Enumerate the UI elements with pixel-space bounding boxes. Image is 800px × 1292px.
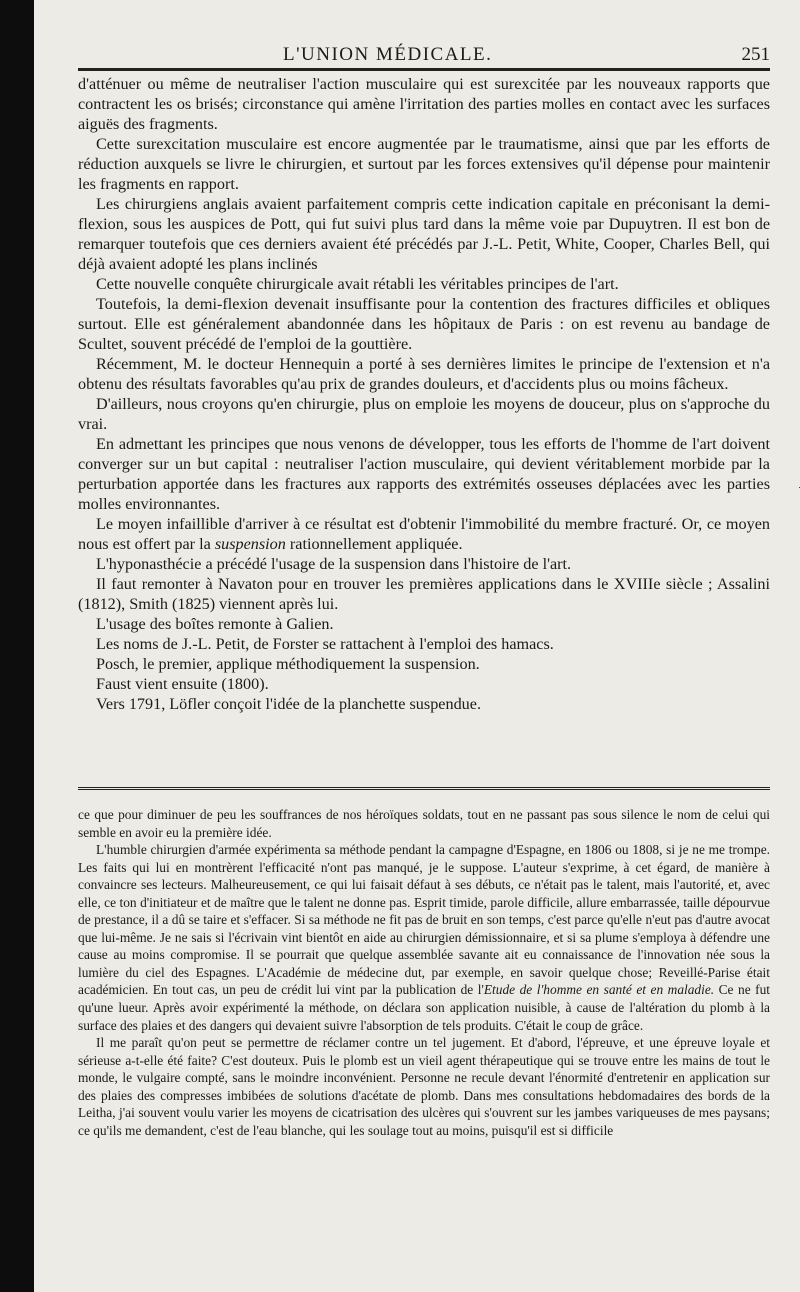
- paragraph: Cette nouvelle conquête chirurgicale avait rétabli les véritables principes de l'art.: [96, 275, 619, 293]
- italic-book-title: Etude de l'homme en santé et en maladie.: [483, 982, 715, 998]
- paragraph: L'hyponasthécie a précédé l'usage de la suspension dans l'histoire de l'art.: [96, 555, 572, 573]
- paragraph: Les chirurgiens anglais avaient parfaitement compris cette indication capitale en préconisant la demi-flexion, sous les auspices de Pott, qui fut suivi plus tard dans la même voie par Dupuytren. Il est bon de remarquer toutefois que ces derniers avaient été précédés par J.-L. Petit, White, Cooper, Charles Bell, qui déjà avaient adopté les plans inclinés: [78, 195, 770, 273]
- page-number: 251: [741, 44, 770, 65]
- paragraph: d'atténuer ou même de neutraliser l'action musculaire qui est surexcitée par les nouveaux rapports que contractent les os brisés; circonstance qui amène l'irritation des parties molles en contact avec les surfaces aiguës des fragments.: [78, 75, 770, 133]
- book-page: [34, 0, 800, 1292]
- paragraph: D'ailleurs, nous croyons qu'en chirurgie, plus on emploie les moyens de douceur, plus on s'approche du vrai.: [78, 395, 770, 433]
- paragraph: Il faut remonter à Navaton pour en trouver les premières applications dans le XVIIIe siècle ; Assalini (1812), Smith (1825) viennent après lui.: [78, 575, 770, 613]
- main-text: [78, 74, 770, 714]
- paragraph: Cette surexcitation musculaire est encore augmentée par le traumatisme, ainsi que par les efforts de réduction auxquels se livre le chirurgien, et surtout par les forces extensives qu'il dépense pour maintenir les fragments en rapport.: [78, 135, 770, 193]
- paragraph: Récemment, M. le docteur Hennequin a porté à ses dernières limites le principe de l'extension et n'a obtenu des résultats favorables qu'au prix de grandes douleurs, et d'accidents plus ou moins fâcheux.: [78, 355, 770, 393]
- paragraph: Les noms de J.-L. Petit, de Forster se rattachent à l'emploi des hamacs.: [96, 635, 554, 653]
- footnote-paragraph: Il me paraît qu'on peut se permettre de réclamer contre un tel jugement. Et d'abord, l'épreuve, et une épreuve loyale et sérieuse a-t-elle été faite? C'est douteux. Puis le plomb est un vieil agent thérapeutique qui se trouve entre les mains de tout le monde, le vulgaire compté, sans le moindre inconvénient. Personne ne recule devant l'énormité d'entretenir en application sur des plaies des compresses imbibées de solutions d'acétate de plomb. Dans mes consultations hebdomadaires des bords de la Leitha, j'ai souvent voulu varier les moyens de cicatrisation des ulcères qui s'ouvrent sur les jambes variqueuses de mes paysans; ce qu'ils me demandent, c'est de l'eau blanche, qui les soulage tout au moins, puisqu'il est si difficile: [78, 1035, 770, 1138]
- journal-title: L'UNION MÉDICALE.: [283, 44, 493, 65]
- paragraph: Vers 1791, Löfler conçoit l'idée de la planchette suspendue.: [96, 695, 481, 713]
- paragraph: Posch, le premier, applique méthodiquement la suspension.: [96, 655, 480, 673]
- footnotes: [78, 806, 770, 1139]
- header-rule: [78, 68, 770, 71]
- paragraph: Faust vient ensuite (1800).: [96, 675, 269, 693]
- paragraph-text: rationnellement appliquée.: [285, 535, 463, 553]
- footnote-paragraph: ce que pour diminuer de peu les souffrances de nos héroïques soldats, tout en ne passant pas sous silence le nom de celui qui semble en avoir eu la première idée.: [78, 807, 770, 840]
- italic-term: suspension: [214, 535, 286, 553]
- scan-background: [0, 0, 34, 1292]
- footnote-paragraph: [78, 841, 770, 1034]
- paragraph: [78, 514, 770, 554]
- paragraph: Toutefois, la demi-flexion devenait insuffisante pour la contention des fractures difficiles et obliques surtout. Elle est généralement abandonnée dans les hôpitaux de Paris : on est revenu au bandage de Scultet, souvent précédé de l'emploi de la gouttière.: [78, 295, 770, 353]
- paragraph-text: Le moyen infaillible d'arriver à ce résultat est d'obtenir l'immobilité du membre fracturé. Or, ce moyen nous est offert par la: [78, 515, 770, 553]
- page-content: [78, 0, 770, 1138]
- footnote-text: L'humble chirurgien d'armée expérimenta sa méthode pendant la campagne d'Espagne, en 1806 ou 1808, si je ne me trompe. Les faits qui lui en montrèrent l'efficacité n'ont pas manqué, je le suppose. L'auteur s'exprime, à cet égard, de manière à convaincre ses lecteurs. Malheureusement, ce qui lui faisait défaut à ses débuts, ce n'était pas le talent, mais l'autorité, et, avec elle, ce ton d'initiateur et de maître que le talent ne donne pas. Esprit timide, parole difficile, allure embarrassée, taille dépourvue de prestance, il a dû se taire et s'effacer. Si sa méthode ne fit pas de bruit en son temps, c'est parce qu'elle n'eut pas d'autre avocat que lui-même. Je ne sais si l'écrivain vint bientôt en aide au chirurgien démissionnaire, et si sa plume s'employa à défendre une cause au moins compromise. Il se pourrait que quelque assemblée savante ait eu connaissance de l'innovation née sous la lumière du ciel des Espagnes. L'Académie de médecine dut, par exemple, en savoir quelque chose; Reveillé-Parise était académicien. En tout cas, un peu de crédit lui vint par la publication de l': [78, 842, 770, 998]
- running-header: [78, 0, 770, 65]
- footnote-separator: [78, 787, 770, 793]
- footnote-text: Ce ne fut qu'une lueur. Après avoir expérimenté la méthode, on déclara son application nuisible, à cause de l'altération du plomb à la surface des plaies et des dangers qui devaient suivre l'absorption de tels produits. C'était le coup de grâce.: [78, 982, 770, 1033]
- paragraph: L'usage des boîtes remonte à Galien.: [96, 615, 334, 633]
- paragraph: En admettant les principes que nous venons de développer, tous les efforts de l'homme de l'art doivent converger sur un but capital : neutraliser l'action musculaire, qui devient véritablement morbide par la perturbation apportée dans les fractures aux rapports des extrémités osseuses déplacées avec les parties molles environnantes.: [78, 435, 770, 513]
